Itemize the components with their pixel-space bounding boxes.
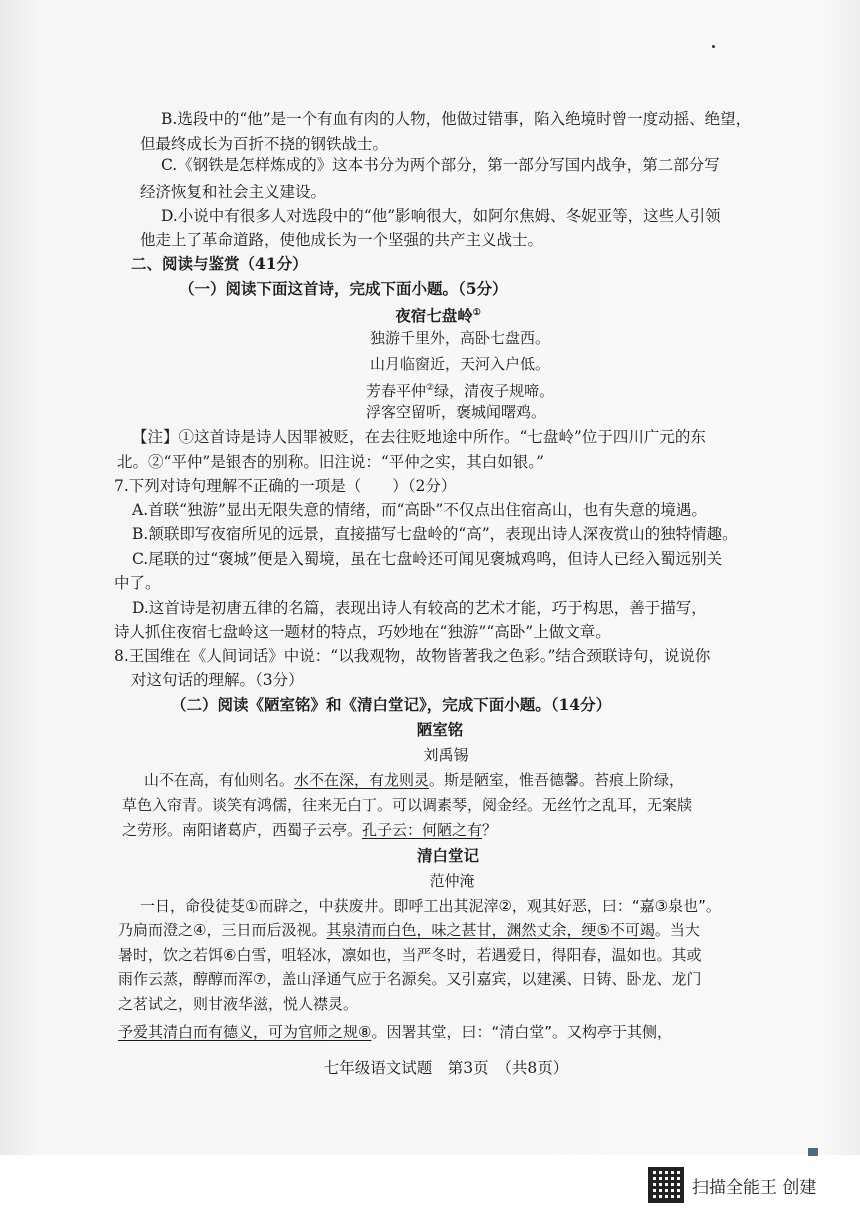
underlined-sentence: 孔子云：何陋之有 [362,821,483,839]
qr-code-icon [648,1167,684,1203]
qingbaitang-line4: 雨作云蒸，醇醇而浑⑦，盖山泽通气应于名源矣。又引嘉宾，以建溪、日铸、卧龙、龙门 [118,970,702,988]
section-heading: 二、阅读与鉴赏（41分） [131,254,308,273]
scan-speck [712,45,715,48]
qingbaitang-line2: 乃扃而澄之④，三日而后汲视。其泉清而白色，味之甚甘，渊然丈余，绠⑤不可竭。当大 [118,921,700,939]
page-footer: 七年级语文试题 第3页 （共8页） [323,1059,569,1077]
option-c-line2: 经济恢复和社会主义建设。 [140,183,327,201]
question-7: 7.下列对诗句理解不正确的一项是（ ）（2分） [114,477,457,495]
poem-note-line2: 北。②“平仲”是银杏的别称。旧注说：“平仲之实，其白如银。” [117,453,544,471]
question-8-line1: 8.王国维在《人间词话》中说：“以我观物，故物皆著我之色彩。”结合颈联诗句，说说你 [114,647,711,665]
loushiming-title: 陋室铭 [416,720,464,739]
underlined-sentence: 水不在深，有龙则灵 [294,771,430,789]
qingbaitang-title: 清白堂记 [416,846,479,865]
poem-line-2: 山月临窗近，天河入户低。 [370,355,551,373]
q7-option-b: B.颔联即写夜宿所见的远景，直接描写七盘岭的“高”，表现出诗人深夜赏山的独特情趣。 [132,525,738,543]
part-two-heading: （二）阅读《陋室铭》和《清白堂记》，完成下面小题。（14分） [171,695,612,714]
q7-option-d-line1: D.这首诗是初唐五律的名篇，表现出诗人有较高的艺术才能，巧于构思，善于描写， [132,599,707,617]
q7-option-a: A.首联“独游”显出无限失意的情绪，而“高卧”不仅点出住宿高山，也有失意的境遇。 [132,501,707,519]
qingbaitang-line3: 暑时，饮之若饵⑥白雪，咀轻冰，凛如也，当严冬时，若遇爱日，得阳春，温如也。其或 [118,946,702,964]
option-d-line1: D.小说中有很多人对选段中的“他”影响很大，如阿尔焦姆、冬妮亚等，这些人引领 [161,207,721,225]
poem-title: 夜宿七盘岭① [395,306,481,326]
q7-option-c-line2: 中了。 [114,574,161,592]
option-b-line2: 但最终成长为百折不挠的钢铁战士。 [140,135,389,153]
qingbaitang-line5: 之茗试之，则甘液华滋，悦人襟灵。 [118,995,359,1013]
part-one-heading: （一）阅读下面这首诗，完成下面小题。（5分） [179,279,508,298]
poem-line-4: 浮客空留听，褒城闻曙鸡。 [366,403,547,421]
loushiming-line3: 之劳形。南阳诸葛庐，西蜀子云亭。孔子云：何陋之有？ [122,821,498,839]
q7-option-c-line1: C.尾联的过“褒城”便是入蜀境，虽在七盘岭还可闻见褒城鸡鸣，但诗人已经入蜀远别关 [132,550,723,568]
loushiming-line2: 草色入帘青。谈笑有鸿儒，往来无白丁。可以调素琴，阅金经。无丝竹之乱耳，无案牍 [122,796,693,814]
poem-line-1: 独游千里外，高卧七盘西。 [370,329,551,347]
poem-line-3: 芳春平仲②绿，清夜子规啼。 [366,382,555,400]
underlined-sentence: 予爱其清白而有德义，可为官师之规⑧ [118,1023,372,1041]
qingbaitang-author: 范仲淹 [429,872,475,890]
qingbaitang-line1: 一日，命役徒芟①而辟之，中获废井。即呼工出其泥滓②，观其好恶，曰：“嘉③泉也”。 [140,897,721,915]
poem-note-line1: 【注】①这首诗是诗人因罪被贬，在去往贬地途中所作。“七盘岭”位于四川广元的东 [132,428,706,446]
question-8-line2: 对这句话的理解。（3分） [131,671,304,689]
qingbaitang-line6: 予爱其清白而有德义，可为官师之规⑧。因署其堂，曰：“清白堂”。又构亭于其侧， [118,1023,672,1041]
loushiming-author: 刘禹锡 [423,746,469,764]
scanner-brand-label: 扫描全能王 创建 [692,1178,817,1198]
loushiming-line1: 山不在高，有仙则名。水不在深，有龙则灵。斯是陋室，惟吾德馨。苔痕上阶绿， [144,771,685,789]
q7-option-d-line2: 诗人抓住夜宿七盘岭这一题材的特点，巧妙地在“独游”“高卧”上做文章。 [114,623,611,641]
option-c-line1: C.《钢铁是怎样炼成的》这本书分为两个部分，第一部分写国内战争，第二部分写 [161,156,720,174]
option-d-line2: 他走上了革命道路，使他成长为一个坚强的共产主义战士。 [140,231,544,249]
scan-corner-mark [808,1148,818,1156]
underlined-sentence: 其泉清而白色，味之甚甘，渊然丈余，绠⑤不可竭 [326,921,655,939]
option-b-line1: B.选段中的“他”是一个有血有肉的人物，他做过错事，陷入绝境时曾一度动摇、绝望， [161,110,752,128]
